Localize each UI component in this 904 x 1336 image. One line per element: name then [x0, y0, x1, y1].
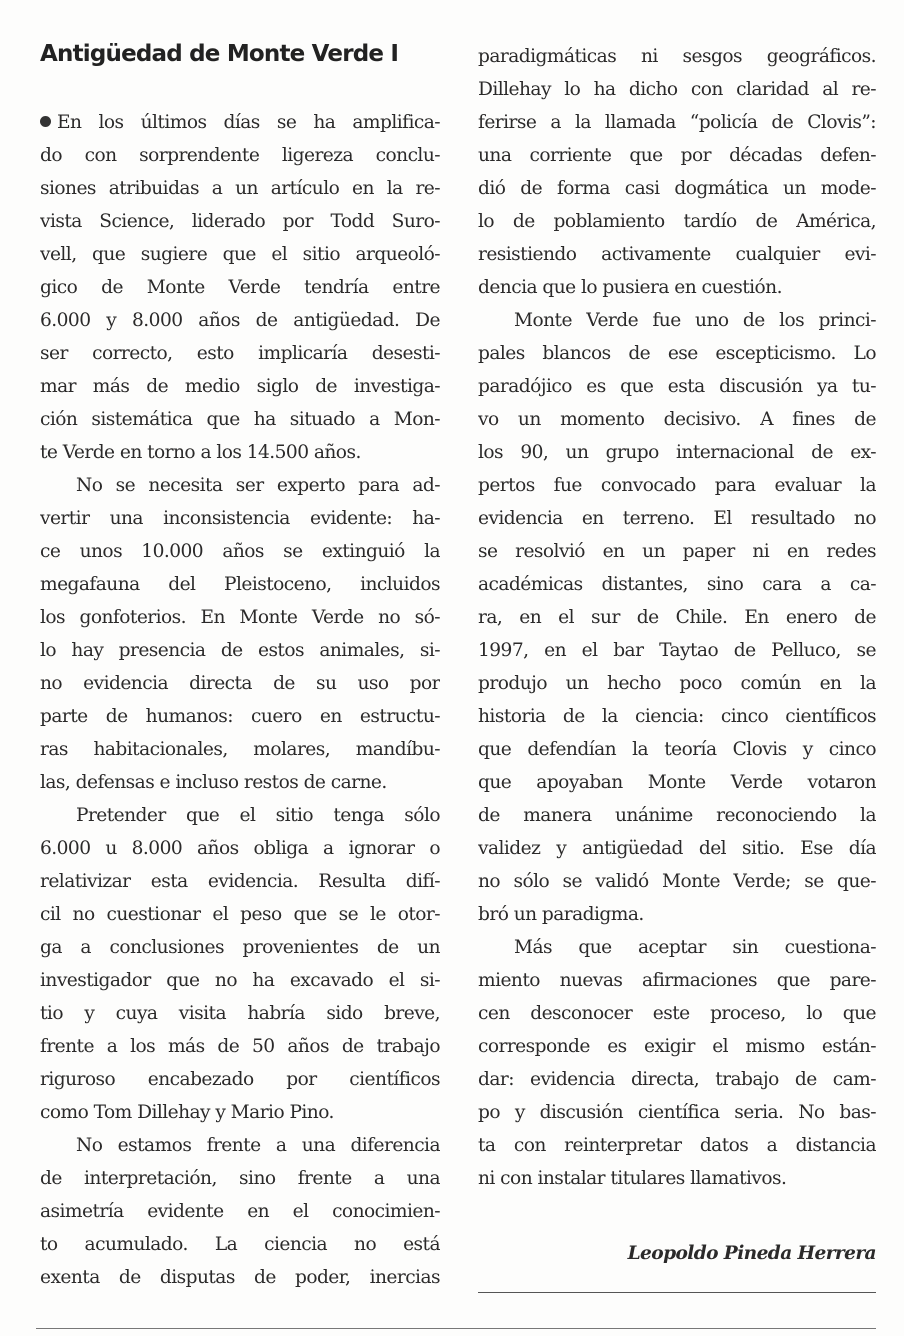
text-line: [478, 370, 876, 404]
text-line: [40, 799, 440, 833]
text-line: [40, 601, 440, 635]
column-end-rule: [478, 1292, 876, 1293]
text-line-content: los 90, un grupo internacional de ex-: [478, 442, 876, 463]
text-line-content: po y discusión científica seria. No bas-: [478, 1102, 876, 1123]
text-line: [40, 931, 440, 965]
text-line: [40, 106, 440, 140]
text-line-content: tio y cuya visita habría sido breve,: [40, 1002, 440, 1024]
text-line: [40, 535, 440, 569]
text-line: [478, 1030, 876, 1064]
text-line: [40, 271, 440, 305]
text-line: [478, 1162, 876, 1196]
text-line-content: siones atribuidas a un artículo en la re-: [40, 177, 440, 199]
text-line: [478, 205, 876, 239]
text-line: [40, 1063, 440, 1097]
text-line: [40, 139, 440, 173]
text-line-content: 6.000 y 8.000 años de antigüedad. De: [40, 309, 440, 331]
text-line-content: asimetría evidente en el conocimien-: [40, 1200, 440, 1222]
text-line-content: do con sorprendente ligereza conclu-: [40, 144, 440, 166]
text-line-content: una corriente que por décadas defen-: [478, 145, 876, 166]
text-line: [40, 568, 440, 602]
text-line-content: ce unos 10.000 años se extinguió la: [40, 540, 440, 562]
text-line: [40, 172, 440, 206]
text-line-content: ni con instalar titulares llamativos.: [478, 1168, 787, 1189]
text-line: [478, 403, 876, 437]
text-line: [478, 1063, 876, 1097]
text-line-content: parte de humanos: cuero en estructu-: [40, 705, 440, 727]
text-line-content: vertir una inconsistencia evidente: ha-: [40, 507, 440, 529]
text-line: [478, 931, 876, 965]
text-line: [478, 469, 876, 503]
text-line-content: de manera unánime reconociendo la: [478, 805, 876, 826]
text-line-content: validez y antigüedad del sitio. Ese día: [478, 838, 876, 859]
text-line-content: gico de Monte Verde tendría entre: [40, 276, 440, 298]
text-line-content: bró un paradigma.: [478, 904, 644, 925]
text-line-content: pales blancos de ese escepticismo. Lo: [478, 343, 876, 364]
text-line-content: vista Science, liderado por Todd Suro-: [40, 210, 440, 232]
text-line-content: riguroso encabezado por científicos: [40, 1068, 440, 1090]
text-line: [40, 997, 440, 1031]
text-line-content: ras habitacionales, molares, mandíbu-: [40, 738, 440, 760]
text-line-content: No se necesita ser experto para ad-: [76, 474, 440, 496]
text-line-content: to acumulado. La ciencia no está: [40, 1233, 440, 1255]
text-line: [478, 799, 876, 833]
text-line-content: En los últimos días se ha amplifica-: [57, 111, 440, 133]
text-line-content: académicas distantes, sino cara a ca-: [478, 574, 876, 595]
text-line: [478, 601, 876, 635]
text-line: [478, 535, 876, 569]
text-line-content: ser correcto, esto implicaría desesti-: [40, 342, 440, 364]
text-line-content: Pretender que el sitio tenga sólo: [76, 804, 440, 826]
text-line: [478, 568, 876, 602]
text-line: [40, 1030, 440, 1064]
text-line-content: que apoyaban Monte Verde votaron: [478, 772, 876, 793]
text-line-content: pertos fue convocado para evaluar la: [478, 475, 876, 496]
text-line: [40, 1195, 440, 1229]
article-title: Antigüedad de Monte Verde I: [40, 41, 399, 67]
text-line-content: 6.000 u 8.000 años obliga a ignorar o: [40, 837, 440, 859]
text-line: [40, 502, 440, 536]
text-line: [40, 865, 440, 899]
text-line-content: Más que aceptar sin cuestiona-: [514, 937, 876, 958]
text-line-content: miento nuevas afirmaciones que pare-: [478, 970, 876, 991]
text-line: [40, 205, 440, 239]
text-line-content: Dillehay lo ha dicho con claridad al re-: [478, 79, 876, 100]
text-line-content: produjo un hecho poco común en la: [478, 673, 876, 694]
text-line: [40, 1228, 440, 1262]
text-line-content: cil no cuestionar el peso que se le otor-: [40, 903, 440, 925]
text-line-content: ra, en el sur de Chile. En enero de: [478, 607, 876, 628]
text-line-content: como Tom Dillehay y Mario Pino.: [40, 1101, 334, 1123]
text-line: [478, 766, 876, 800]
text-line-content: mar más de medio siglo de investiga-: [40, 375, 440, 397]
text-line: [40, 337, 440, 371]
text-line-content: No estamos frente a una diferencia: [76, 1134, 440, 1156]
text-line: [478, 964, 876, 998]
text-line: [478, 865, 876, 899]
text-line-content: de interpretación, sino frente a una: [40, 1167, 440, 1189]
text-line-content: paradójico es que esta discusión ya tu-: [478, 376, 876, 397]
text-line: [478, 40, 876, 74]
text-line: [40, 766, 440, 800]
text-line-content: lo de poblamiento tardío de América,: [478, 211, 876, 232]
text-line: [478, 832, 876, 866]
page-bottom-rule: [36, 1328, 876, 1329]
text-line-content: ferirse a la llamada “policía de Clovis”:: [478, 112, 876, 133]
text-line: [40, 700, 440, 734]
text-line-content: vo un momento decisivo. A fines de: [478, 409, 876, 430]
text-line: [478, 73, 876, 107]
text-line-content: 1997, en el bar Taytao de Pelluco, se: [478, 640, 876, 661]
text-line-content: los gonfoterios. En Monte Verde no só-: [40, 606, 440, 628]
text-line: [478, 106, 876, 140]
text-line: [478, 271, 876, 305]
text-line: [478, 172, 876, 206]
text-line: [478, 1129, 876, 1163]
text-line: [40, 898, 440, 932]
text-line: [478, 502, 876, 536]
text-line-content: dió de forma casi dogmática un mode-: [478, 178, 876, 199]
text-line: [478, 304, 876, 338]
text-line-content: te Verde en torno a los 14.500 años.: [40, 441, 361, 463]
text-line: [40, 469, 440, 503]
text-line-content: megafauna del Pleistoceno, incluidos: [40, 573, 440, 595]
text-line: [40, 964, 440, 998]
text-line: [478, 733, 876, 767]
text-line: [40, 634, 440, 668]
text-line: [40, 238, 440, 272]
text-line: [40, 1162, 440, 1196]
text-line-content: relativizar esta evidencia. Resulta difí-: [40, 870, 440, 892]
text-line: [478, 238, 876, 272]
text-line-content: lo hay presencia de estos animales, si-: [40, 639, 440, 661]
author-signature: Leopoldo Pineda Herrera: [627, 1243, 876, 1264]
text-line-content: ción sistemática que ha situado a Mon-: [40, 408, 440, 430]
text-line: [478, 898, 876, 932]
bullet-icon: [40, 116, 51, 127]
text-line-content: que defendían la teoría Clovis y cinco: [478, 739, 876, 760]
text-line-content: no sólo se validó Monte Verde; se que-: [478, 871, 876, 892]
text-line-content: resistiendo activamente cualquier evi-: [478, 244, 876, 265]
text-line: [40, 1261, 440, 1295]
text-line: [478, 634, 876, 668]
text-line-content: vell, que sugiere que el sitio arqueoló-: [40, 243, 440, 265]
text-line: [478, 1096, 876, 1130]
text-line: [40, 1096, 440, 1130]
text-line-content: exenta de disputas de poder, inercias: [40, 1266, 440, 1288]
text-line-content: evidencia en terreno. El resultado no: [478, 508, 876, 529]
text-line-content: dencia que lo pusiera en cuestión.: [478, 277, 782, 298]
text-line: [40, 304, 440, 338]
text-line-content: se resolvió en un paper ni en redes: [478, 541, 876, 562]
text-line-content: frente a los más de 50 años de trabajo: [40, 1035, 440, 1057]
text-line: [40, 436, 440, 470]
text-line-content: ta con reinterpretar datos a distancia: [478, 1135, 876, 1156]
text-line-content: investigador que no ha excavado el si-: [40, 969, 440, 991]
text-line: [40, 667, 440, 701]
text-line: [478, 667, 876, 701]
text-line-content: Monte Verde fue uno de los princi-: [514, 310, 876, 331]
text-line: [40, 733, 440, 767]
text-line: [478, 337, 876, 371]
text-line: [478, 997, 876, 1031]
text-line-content: cen desconocer este proceso, lo que: [478, 1003, 876, 1024]
text-line-content: historia de la ciencia: cinco científicos: [478, 706, 876, 727]
text-line: [478, 139, 876, 173]
text-line: [478, 700, 876, 734]
text-line: [40, 370, 440, 404]
text-line: [40, 832, 440, 866]
text-line-content: las, defensas e incluso restos de carne.: [40, 771, 387, 793]
text-line: [40, 403, 440, 437]
text-line-content: paradigmáticas ni sesgos geográficos.: [478, 46, 876, 67]
text-line: [40, 1129, 440, 1163]
text-line-content: no evidencia directa de su uso por: [40, 672, 440, 694]
text-line: [478, 436, 876, 470]
text-line-content: dar: evidencia directa, trabajo de cam-: [478, 1069, 876, 1090]
text-line-content: corresponde es exigir el mismo están-: [478, 1036, 876, 1057]
text-line-content: ga a conclusiones provenientes de un: [40, 936, 440, 958]
